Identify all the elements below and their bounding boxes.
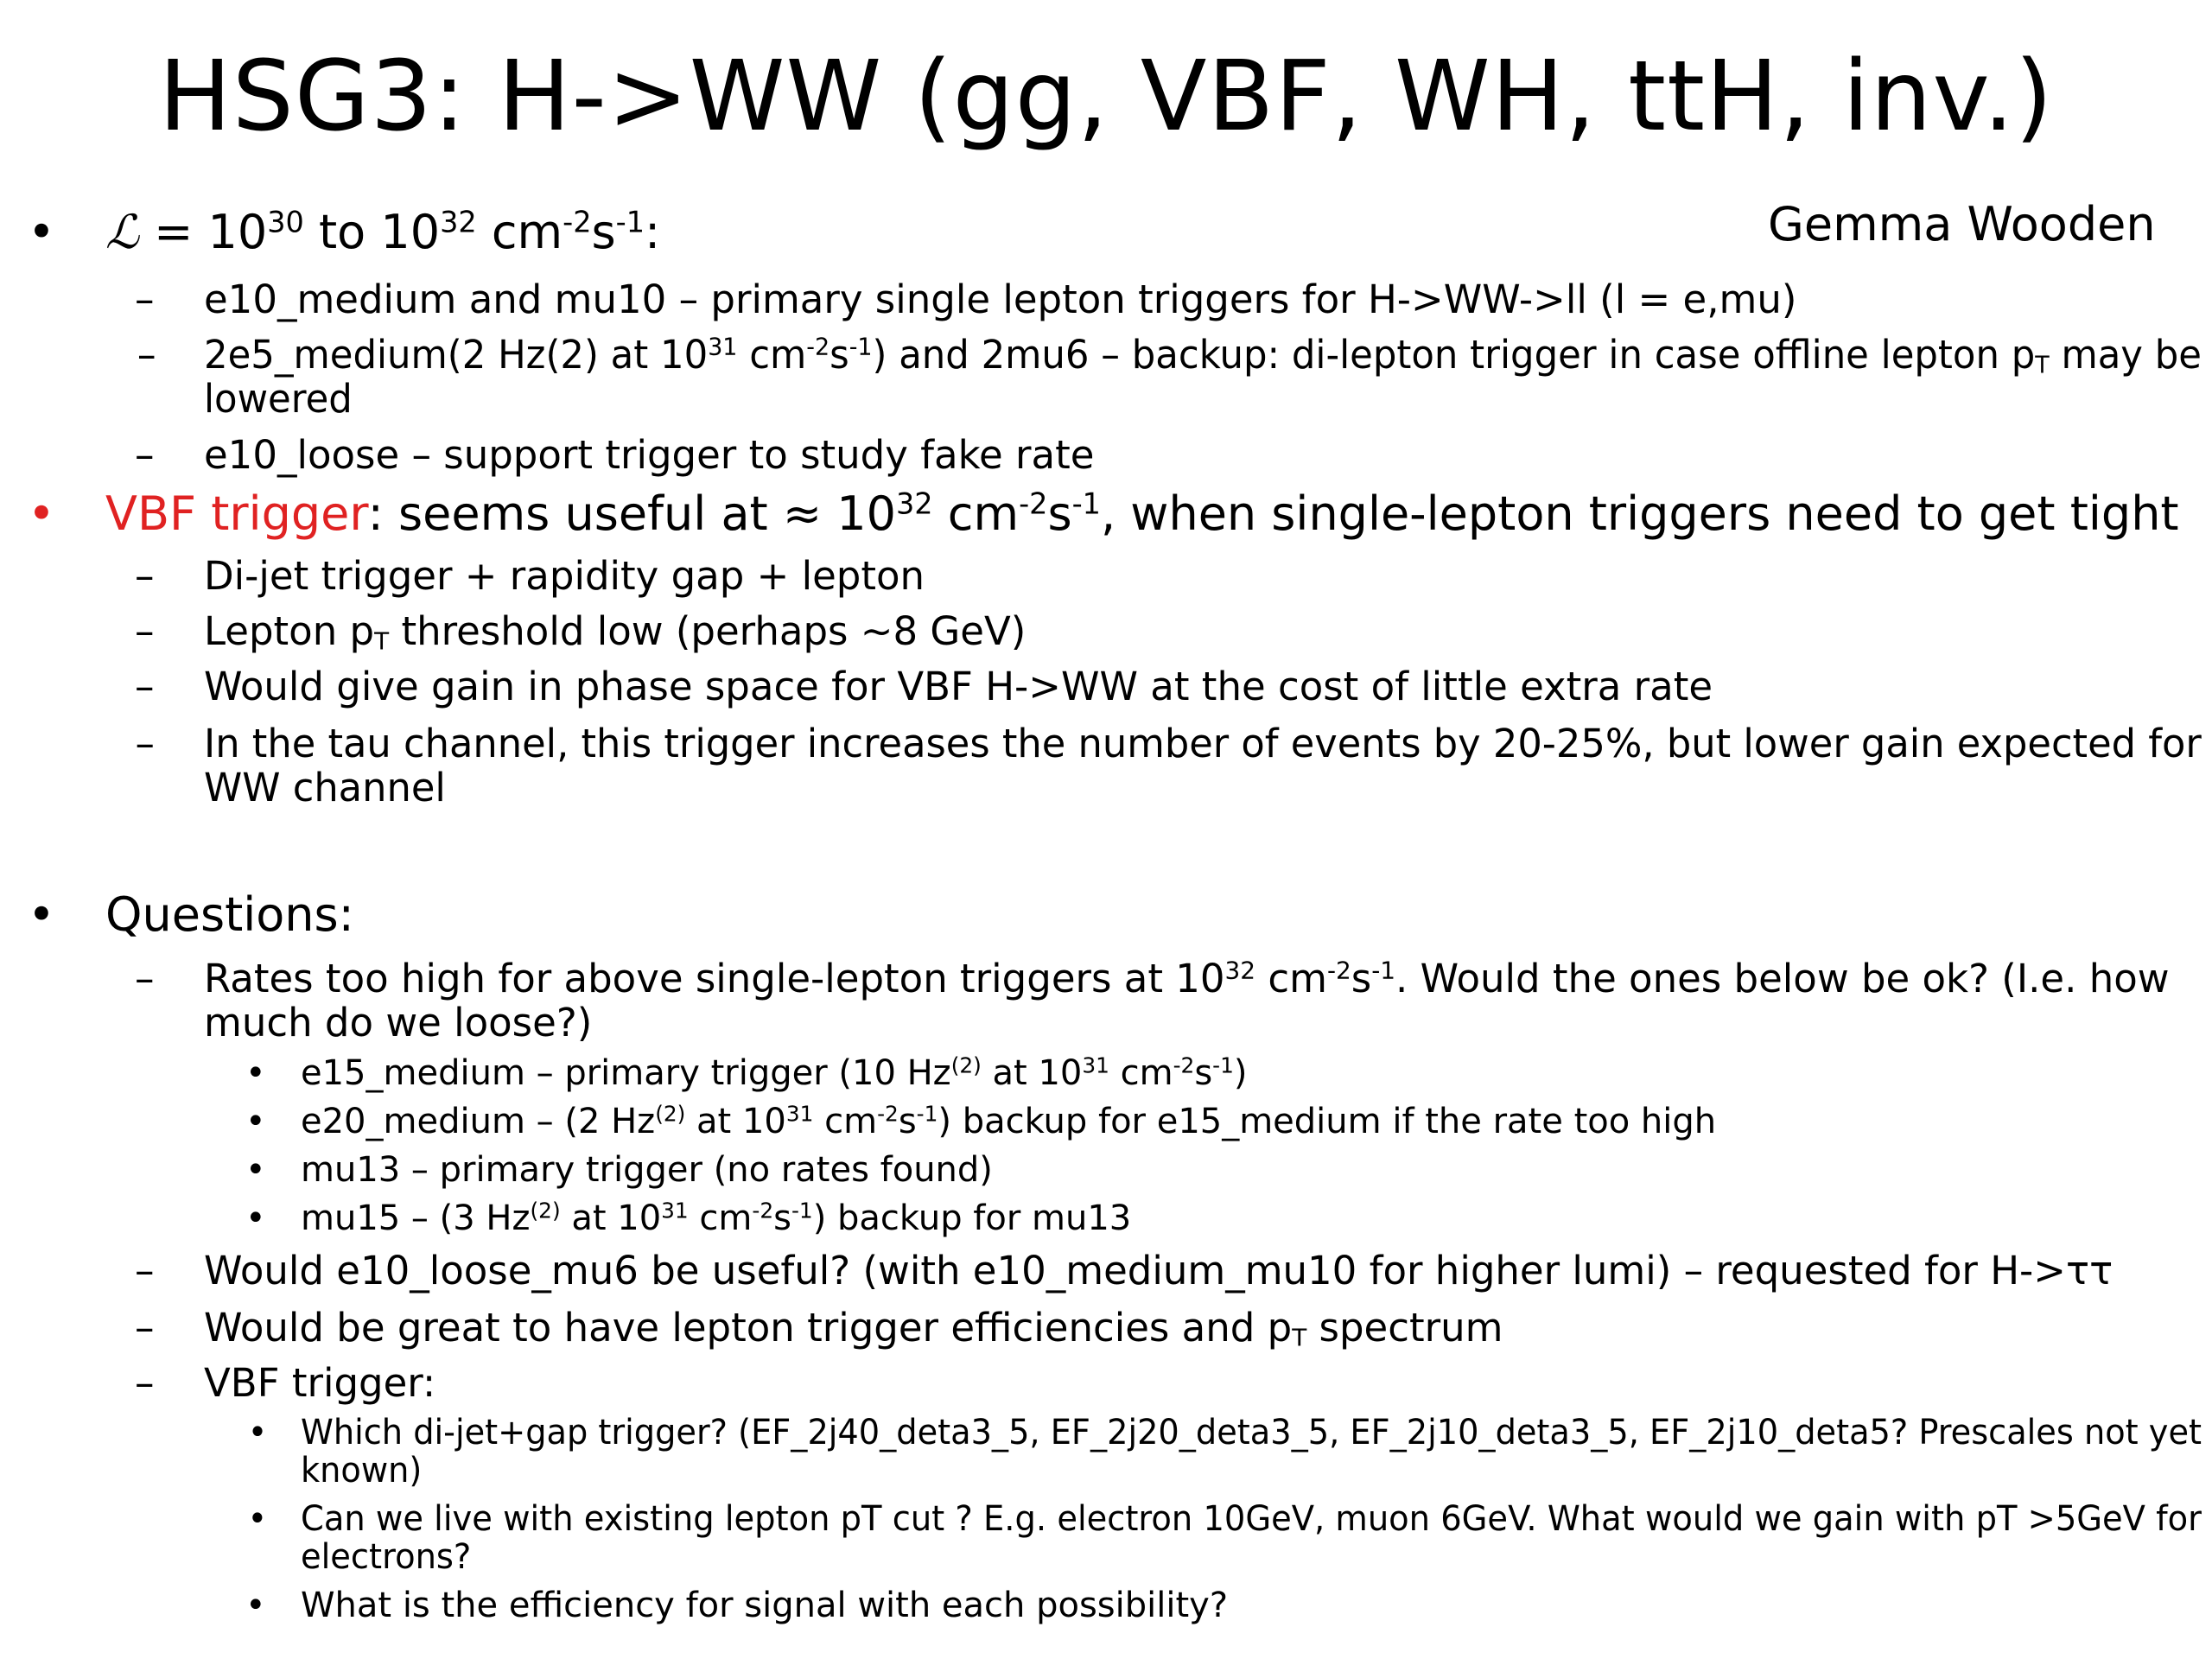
bullet-marker: • xyxy=(245,1198,266,1238)
subitem-e10-loose-mu6 xyxy=(135,1248,2113,1294)
dash-marker: – xyxy=(135,1248,155,1294)
subitem-fake-rate xyxy=(135,432,1095,478)
author-name: Gemma Wooden xyxy=(1768,197,2156,251)
vbf-trigger-highlight: VBF trigger xyxy=(105,486,368,541)
subsubitem-mu13 xyxy=(245,1149,993,1191)
bullet-questions xyxy=(28,887,354,944)
questions-label: Questions: xyxy=(105,887,354,942)
dash-marker: – xyxy=(135,553,155,599)
bullet-marker: • xyxy=(245,1102,266,1141)
subitem-text: In the tau channel, this trigger increases the number of events by 20-25%, but lower gain expected for xyxy=(204,721,2202,766)
subsubitem-lepton-pt-cut xyxy=(247,1498,2202,1577)
subitem-text: Would e10_loose_mu6 be useful? (with e10_medium_mu10 for higher lumi) – requested for H->ττ xyxy=(204,1248,2113,1294)
slide-title: HSG3: H->WW (gg, VBF, WH, ttH, inv.) xyxy=(158,41,2054,153)
subitem-continuation: lowered xyxy=(204,376,353,422)
subsubitem-e15: • e15_medium – primary trigger (10 Hz$^{(2)}$ at $10^{31}$ $cm^{-2}s^{-1}$) xyxy=(245,1052,1248,1093)
subsubitem-continuation: known) xyxy=(301,1451,423,1491)
dash-marker: – xyxy=(135,721,155,766)
subsubitem-efficiency-signal xyxy=(245,1585,1229,1626)
subitem-vbf-trigger-question xyxy=(135,1360,436,1406)
bullet-luminosity: • ℒ = $10^{30}$ to $10^{32}$ $cm^{-2}s^{-1}$: xyxy=(28,205,661,259)
subitem-text: Would give gain in phase space for VBF H->WW at the cost of little extra rate xyxy=(204,664,1713,709)
subitem-text: VBF trigger: xyxy=(204,1360,436,1406)
dash-marker: – xyxy=(135,664,155,709)
bullet-vbf-trigger: • VBF trigger: seems useful at ≈ $10^{32}$ $cm^{-2}s^{-1}$, when single-lepton triggers need to get tight xyxy=(28,486,2179,541)
subsubitem-mu15: • mu15 – (3 Hz$^{(2)}$ at $10^{31}$ $cm^{-2}s^{-1}$) backup for mu13 xyxy=(245,1198,1132,1238)
subsubitem-continuation: electrons? xyxy=(301,1537,472,1577)
luminosity-symbol: ℒ xyxy=(105,205,139,259)
subitem-text: e10_loose – support trigger to study fake rate xyxy=(204,432,1095,478)
dash-marker: – xyxy=(135,608,155,654)
subitem-lepton-threshold: – Lepton $p_T$ threshold low (perhaps ~8 GeV) xyxy=(135,608,1027,656)
subsubitem-text: Can we live with existing lepton pT cut ? E.g. electron 10GeV, muon 6GeV. What would we gain with pT >5GeV for xyxy=(301,1499,2202,1539)
bullet-marker: • xyxy=(28,887,55,942)
bullet-marker: • xyxy=(245,1586,266,1625)
subitem-phase-space xyxy=(135,664,1713,709)
subitem-tau-channel xyxy=(135,721,2202,810)
dash-marker: – xyxy=(135,432,155,478)
subitem-continuation: much do we loose?) xyxy=(204,1000,593,1046)
subsubitem-text: What is the efficiency for signal with each possibility? xyxy=(301,1586,1229,1625)
dash-marker: – xyxy=(135,1305,155,1351)
subsubitem-dijet-gap xyxy=(247,1412,2202,1491)
subsubitem-text: mu13 – primary trigger (no rates found) xyxy=(301,1150,993,1190)
bullet-marker: • xyxy=(247,1499,268,1539)
bullet-marker: • xyxy=(28,205,55,259)
bullet-marker: • xyxy=(247,1413,268,1452)
bullet-marker: • xyxy=(245,1150,266,1190)
subitem-efficiencies: – Would be great to have lepton trigger efficiencies and $p_T$ spectrum xyxy=(135,1305,1503,1352)
subitem-dijet xyxy=(135,553,925,599)
subitem-rates-too-high: – Rates too high for above single-lepton triggers at $10^{32}$ $cm^{-2}s^{-1}$. Would the ones below be ok? (I.e. how much do we loose?) xyxy=(135,956,2170,1046)
dash-marker: – xyxy=(135,956,155,1001)
subitem-single-lepton xyxy=(135,276,1797,322)
dash-marker: – xyxy=(135,276,155,322)
subitem-text: e10_medium and mu10 – primary single lepton triggers for H->WW->ll (l = e,mu) xyxy=(204,276,1797,322)
subitem-dilepton: – 2e5_medium(2 Hz(2) at $10^{31}$ $cm^{-2}s^{-1}$) and 2mu6 – backup: di-lepton trigger in case offline lepton $p_T$ may be lowered xyxy=(137,332,2202,422)
dash-marker: – xyxy=(135,1360,155,1406)
subitem-continuation: WW channel xyxy=(204,765,446,810)
subitem-text: Di-jet trigger + rapidity gap + lepton xyxy=(204,553,925,599)
subsubitem-e20: • e20_medium – (2 Hz$^{(2)}$ at $10^{31}$ $cm^{-2}s^{-1}$) backup for e15_medium if the rate too high xyxy=(245,1101,1717,1141)
bullet-marker: • xyxy=(245,1053,266,1093)
bullet-marker: • xyxy=(28,486,55,541)
subsubitem-text: Which di-jet+gap trigger? (EF_2j40_deta3_5, EF_2j20_deta3_5, EF_2j10_deta3_5, EF_2j10_deta5? Prescales not yet xyxy=(301,1413,2202,1452)
dash-marker: – xyxy=(137,332,156,378)
